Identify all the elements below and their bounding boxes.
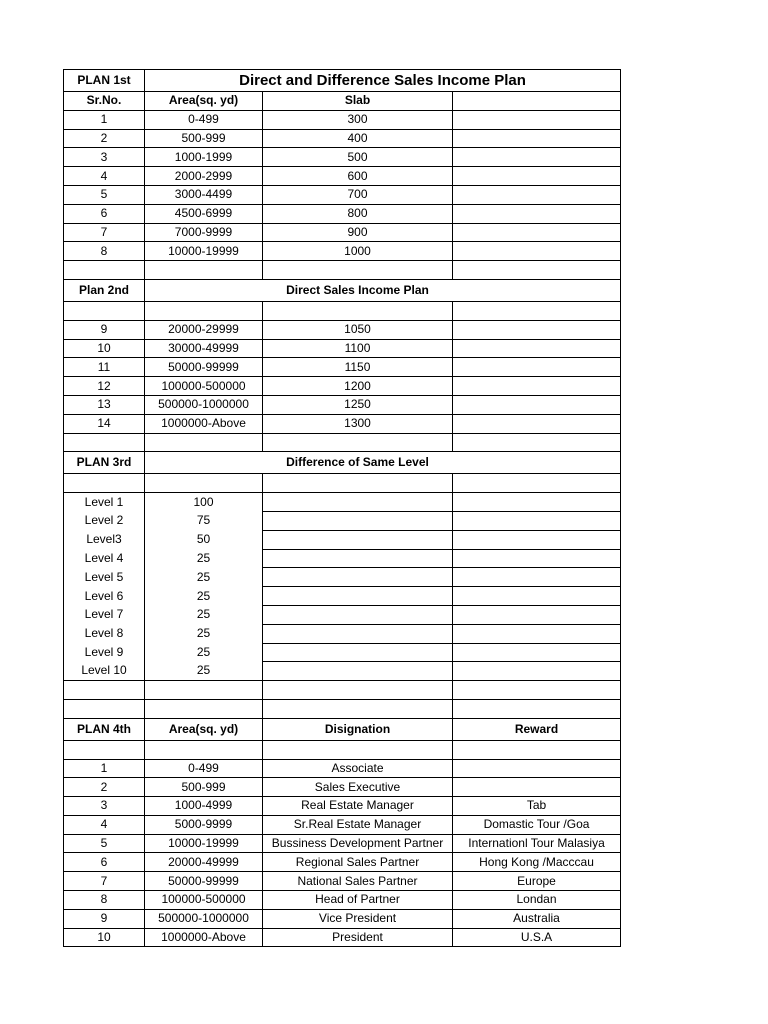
table-cell: 500000-1000000 <box>145 909 263 928</box>
table-cell: 13 <box>64 395 145 414</box>
table-cell <box>263 587 453 606</box>
table-cell <box>453 643 621 662</box>
table-row <box>64 834 621 853</box>
blank-row <box>64 301 621 320</box>
table-cell <box>453 279 621 301</box>
table-cell: 3 <box>64 148 145 167</box>
table-cell: 20000-29999 <box>145 320 263 339</box>
table-cell <box>145 474 263 493</box>
table-cell: 1 <box>64 110 145 129</box>
table-cell <box>263 474 453 493</box>
table-row <box>64 624 621 643</box>
table-cell: 500000-1000000 <box>145 395 263 414</box>
table-row <box>64 320 621 339</box>
table-cell <box>263 261 453 280</box>
table-cell <box>453 452 621 474</box>
table-cell <box>453 185 621 204</box>
table-cell: Level 5 <box>64 568 145 587</box>
table-row <box>64 643 621 662</box>
header-cell: Slab <box>263 92 453 111</box>
header-cell <box>453 92 621 111</box>
table-cell: Europe <box>453 872 621 891</box>
table-cell: Vice President <box>263 909 453 928</box>
header-cell: Reward <box>453 718 621 740</box>
table-cell: 3000-4499 <box>145 185 263 204</box>
plan-label: PLAN 4th <box>64 718 145 740</box>
table-cell: Real Estate Manager <box>263 797 453 816</box>
table-cell: Level3 <box>64 530 145 549</box>
table-cell <box>263 549 453 568</box>
table-cell: 25 <box>145 643 263 662</box>
table-cell: Level 2 <box>64 511 145 530</box>
plan2-title-row <box>64 279 621 301</box>
table-cell: 1050 <box>263 320 453 339</box>
table-cell <box>453 681 621 700</box>
page-title: Direct and Difference Sales Income Plan <box>145 70 621 92</box>
table-cell: 7 <box>64 223 145 242</box>
table-cell: Domastic Tour /Goa <box>453 815 621 834</box>
table-cell <box>453 377 621 396</box>
table-cell <box>263 301 453 320</box>
table-cell <box>145 279 263 301</box>
table-cell <box>453 339 621 358</box>
table-row <box>64 778 621 797</box>
table-cell <box>453 204 621 223</box>
table-cell: 2 <box>64 129 145 148</box>
table-cell <box>453 493 621 512</box>
table-cell: 20000-49999 <box>145 853 263 872</box>
table-cell: 0-499 <box>145 110 263 129</box>
table-cell: Level 1 <box>64 493 145 512</box>
header-cell: Area(sq. yd) <box>145 92 263 111</box>
table-cell <box>145 301 263 320</box>
table-cell <box>453 320 621 339</box>
table-row <box>64 549 621 568</box>
table-cell <box>453 110 621 129</box>
table-cell <box>453 474 621 493</box>
table-cell: 1000000-Above <box>145 414 263 433</box>
table-row <box>64 110 621 129</box>
table-cell <box>453 511 621 530</box>
table-cell <box>453 662 621 681</box>
table-cell <box>453 242 621 261</box>
header-cell: Disignation <box>263 718 453 740</box>
table-cell: 6 <box>64 204 145 223</box>
table-cell <box>453 605 621 624</box>
table-cell: 10 <box>64 339 145 358</box>
table-row <box>64 872 621 891</box>
table-cell: 500-999 <box>145 129 263 148</box>
table-cell: 25 <box>145 549 263 568</box>
table-row <box>64 909 621 928</box>
table-cell <box>263 740 453 759</box>
table-cell: 5000-9999 <box>145 815 263 834</box>
table-cell: 1300 <box>263 414 453 433</box>
table-cell: 50 <box>145 530 263 549</box>
table-cell: 5 <box>64 185 145 204</box>
header-cell: Area(sq. yd) <box>145 718 263 740</box>
table-cell <box>453 358 621 377</box>
table-cell: 600 <box>263 167 453 186</box>
table-cell: Level 8 <box>64 624 145 643</box>
table-cell: Level 6 <box>64 587 145 606</box>
plan-label: PLAN 3rd <box>64 452 145 474</box>
table-row <box>64 815 621 834</box>
table-cell <box>263 530 453 549</box>
table-cell: 8 <box>64 891 145 910</box>
table-cell: Regional Sales Partner <box>263 853 453 872</box>
table-cell: 1100 <box>263 339 453 358</box>
plan1-header-row <box>64 92 621 111</box>
table-row <box>64 339 621 358</box>
table-cell <box>64 433 145 452</box>
table-row <box>64 493 621 512</box>
blank-row <box>64 261 621 280</box>
table-cell: 2 <box>64 778 145 797</box>
table-cell: 100000-500000 <box>145 377 263 396</box>
table-cell: 10000-19999 <box>145 834 263 853</box>
table-cell: 25 <box>145 605 263 624</box>
table-cell <box>453 301 621 320</box>
table-cell <box>263 662 453 681</box>
table-cell: 10000-19999 <box>145 242 263 261</box>
table-cell: Associate <box>263 759 453 778</box>
table-cell <box>263 605 453 624</box>
table-row <box>64 853 621 872</box>
table-cell <box>145 681 263 700</box>
table-cell: 8 <box>64 242 145 261</box>
table-cell <box>145 433 263 452</box>
table-cell: 500 <box>263 148 453 167</box>
table-cell <box>453 759 621 778</box>
table-cell: Internationl Tour Malasiya <box>453 834 621 853</box>
table-cell: National Sales Partner <box>263 872 453 891</box>
plan4-header-row <box>64 718 621 740</box>
table-cell <box>453 261 621 280</box>
table-cell: 25 <box>145 624 263 643</box>
table-row <box>64 377 621 396</box>
table-cell: 75 <box>145 511 263 530</box>
table-cell <box>64 261 145 280</box>
table-cell: 800 <box>263 204 453 223</box>
table-cell: 1000-1999 <box>145 148 263 167</box>
table-row <box>64 242 621 261</box>
table-cell: 50000-99999 <box>145 358 263 377</box>
table-row <box>64 605 621 624</box>
table-cell: 50000-99999 <box>145 872 263 891</box>
table-cell: 0-499 <box>145 759 263 778</box>
table-cell: 700 <box>263 185 453 204</box>
table-cell <box>64 740 145 759</box>
table-cell: Level 10 <box>64 662 145 681</box>
table-cell <box>453 148 621 167</box>
table-cell <box>145 261 263 280</box>
table-cell: 1000000-Above <box>145 928 263 947</box>
table-cell: 400 <box>263 129 453 148</box>
table-row <box>64 662 621 681</box>
table-cell <box>263 643 453 662</box>
table-cell <box>263 568 453 587</box>
table-cell: 2000-2999 <box>145 167 263 186</box>
table-cell <box>263 511 453 530</box>
table-cell <box>145 452 263 474</box>
table-cell <box>263 433 453 452</box>
table-row <box>64 148 621 167</box>
table-cell: 1150 <box>263 358 453 377</box>
table-cell <box>263 493 453 512</box>
table-cell <box>453 414 621 433</box>
table-cell: 11 <box>64 358 145 377</box>
table-cell <box>453 549 621 568</box>
table-cell: 5 <box>64 834 145 853</box>
blank-row <box>64 681 621 700</box>
table-cell: 4 <box>64 815 145 834</box>
plan3-title-row <box>64 452 621 474</box>
table-cell: 10 <box>64 928 145 947</box>
table-row <box>64 395 621 414</box>
table-cell: 6 <box>64 853 145 872</box>
table-cell: 1250 <box>263 395 453 414</box>
table-cell: President <box>263 928 453 947</box>
table-cell: 4 <box>64 167 145 186</box>
table-cell: 100 <box>145 493 263 512</box>
table-cell <box>453 778 621 797</box>
table-cell: 1200 <box>263 377 453 396</box>
section-title: Direct Sales Income Plan <box>263 279 453 301</box>
table-cell: Level 9 <box>64 643 145 662</box>
plan-label: Plan 2nd <box>64 279 145 301</box>
table-cell: 100000-500000 <box>145 891 263 910</box>
table-cell <box>64 474 145 493</box>
table-row <box>64 204 621 223</box>
table-cell: 9 <box>64 320 145 339</box>
table-cell: 25 <box>145 662 263 681</box>
table-cell <box>453 223 621 242</box>
section-title: Difference of Same Level <box>263 452 453 474</box>
table-cell: Head of Partner <box>263 891 453 910</box>
table-cell: Level 4 <box>64 549 145 568</box>
table-cell: Australia <box>453 909 621 928</box>
table-cell: 7000-9999 <box>145 223 263 242</box>
table-cell: 300 <box>263 110 453 129</box>
table-cell: Hong Kong /Macccau <box>453 853 621 872</box>
table-cell: 30000-49999 <box>145 339 263 358</box>
table-cell: 500-999 <box>145 778 263 797</box>
table-cell <box>453 395 621 414</box>
table-cell: 25 <box>145 568 263 587</box>
table-row <box>64 568 621 587</box>
table-cell <box>453 167 621 186</box>
table-cell: Sr.Real Estate Manager <box>263 815 453 834</box>
table-cell <box>263 624 453 643</box>
table-cell <box>263 681 453 700</box>
table-cell: 7 <box>64 872 145 891</box>
table-cell: 1000-4999 <box>145 797 263 816</box>
table-cell <box>453 587 621 606</box>
table-cell <box>453 699 621 718</box>
plan-label: PLAN 1st <box>64 70 145 92</box>
blank-row <box>64 474 621 493</box>
table-cell <box>453 568 621 587</box>
table-cell: 3 <box>64 797 145 816</box>
table-cell: Level 7 <box>64 605 145 624</box>
table-row <box>64 530 621 549</box>
table-cell <box>263 699 453 718</box>
table-row <box>64 167 621 186</box>
blank-row <box>64 740 621 759</box>
table-cell: 1 <box>64 759 145 778</box>
table-cell: Bussiness Development Partner <box>263 834 453 853</box>
table-row <box>64 759 621 778</box>
table-row <box>64 414 621 433</box>
blank-row <box>64 433 621 452</box>
table-cell <box>145 699 263 718</box>
table-row <box>64 797 621 816</box>
table-cell: Londan <box>453 891 621 910</box>
table-cell <box>64 699 145 718</box>
table-cell: Sales Executive <box>263 778 453 797</box>
table-row <box>64 358 621 377</box>
table-cell: 1000 <box>263 242 453 261</box>
table-row <box>64 185 621 204</box>
table-row <box>64 129 621 148</box>
header-cell: Sr.No. <box>64 92 145 111</box>
income-plan-table <box>63 69 621 947</box>
table-row <box>64 223 621 242</box>
table-cell <box>453 433 621 452</box>
table-row <box>64 891 621 910</box>
table-cell: 12 <box>64 377 145 396</box>
table-cell <box>453 740 621 759</box>
plan1-title-row <box>64 70 621 92</box>
table-cell: 900 <box>263 223 453 242</box>
table-cell: 14 <box>64 414 145 433</box>
table-cell: Tab <box>453 797 621 816</box>
table-cell <box>64 681 145 700</box>
table-row <box>64 587 621 606</box>
table-row <box>64 928 621 947</box>
table-cell <box>453 129 621 148</box>
table-cell <box>453 530 621 549</box>
table-cell <box>453 624 621 643</box>
table-cell: 9 <box>64 909 145 928</box>
table-row <box>64 511 621 530</box>
table-cell <box>64 301 145 320</box>
table-cell: 4500-6999 <box>145 204 263 223</box>
table-cell: U.S.A <box>453 928 621 947</box>
blank-row <box>64 699 621 718</box>
table-cell <box>145 740 263 759</box>
table-cell: 25 <box>145 587 263 606</box>
